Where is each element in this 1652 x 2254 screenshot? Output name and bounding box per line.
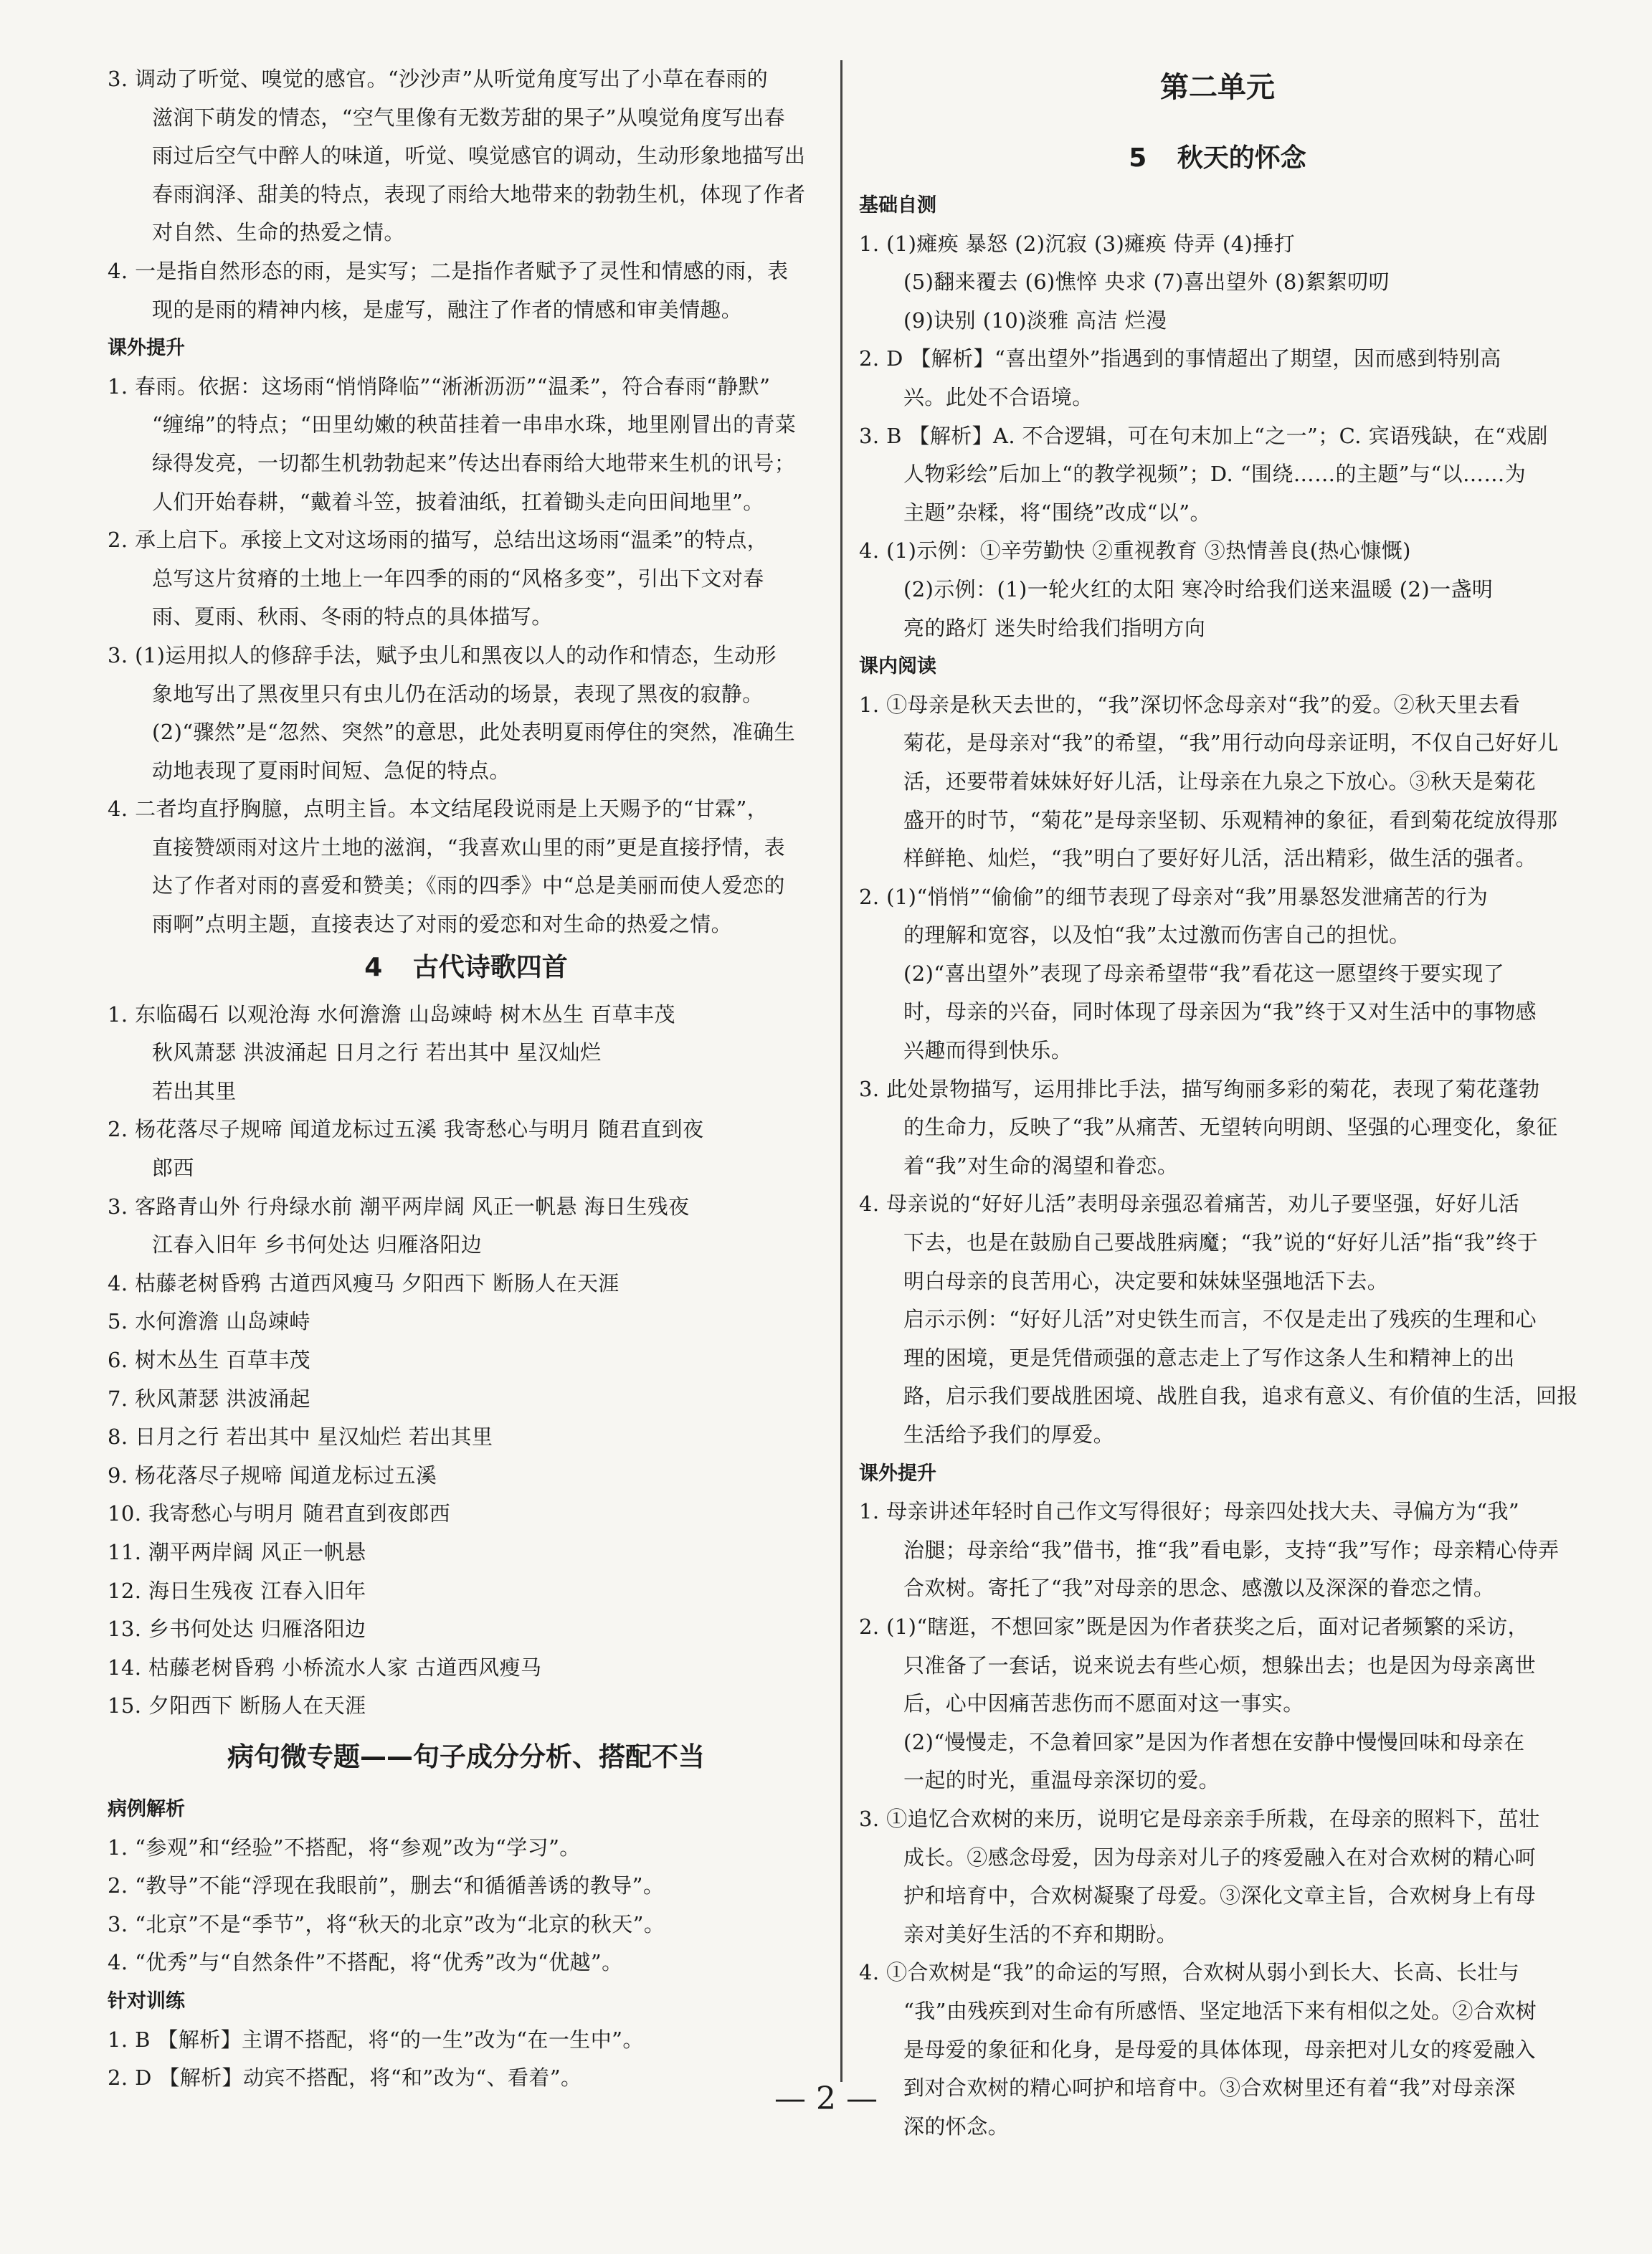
text-line: (2)“骤然”是“忽然、突然”的意思，此处表明夏雨停住的突然，准确生 (152, 720, 795, 745)
text-line: 2. 承上启下。承接上文对这场雨的描写，总结出这场雨“温柔”的特点， (108, 528, 769, 553)
text-line: 10. 我寄愁心与明月 随君直到夜郎西 (108, 1501, 451, 1526)
text-line: 雨啊”点明主题，直接表达了对雨的爱恋和对生命的热爱之情。 (152, 912, 733, 937)
text-line: 13. 乡书何处达 归雁洛阳边 (108, 1617, 366, 1642)
text-line: 8. 日月之行 若出其中 星汉灿烂 若出其里 (108, 1425, 493, 1450)
text-line: 到对合欢树的精心呵护和培育中。③合欢树里还有着“我”对母亲深 (903, 2075, 1516, 2101)
text-line: 3. “北京”不是“季节”，将“秋天的北京”改为“北京的秋天”。 (108, 1911, 665, 1936)
text-line: 2. (1)“瞎逛，不想回家”既是因为作者获奖之后，面对记者频繁的采访， (859, 1614, 1529, 1639)
text-line: 15. 夕阳西下 断肠人在天涯 (108, 1693, 366, 1718)
answer-block (108, 60, 825, 329)
text-line: 3. 此处景物描写，运用排比手法，描写绚丽多彩的菊花，表现了菊花蓬勃 (859, 1076, 1540, 1101)
section-label: 课外提升 (859, 1462, 936, 1485)
answer-block (859, 1493, 1576, 2146)
left-column (108, 60, 825, 2098)
text-line: 2. D 【解析】动宾不搭配，将“和”改为“、看着”。 (108, 2065, 582, 2091)
page-number: — 2 — (774, 2081, 878, 2117)
text-line: 路，启示我们要战胜困境、战胜自我，追求有意义、有价值的生活，回报 (903, 1384, 1578, 1409)
section-label: 病例解析 (108, 1797, 185, 1820)
section-label: 基础自测 (859, 194, 936, 217)
text-line: 总写这片贫瘠的土地上一年四季的雨的“风格多变”，引出下文对春 (152, 566, 764, 591)
text-line: 若出其里 (152, 1078, 237, 1103)
text-line: 成长。②感念母爱，因为母亲对儿子的疼爱融入在对合欢树的精心呵 (903, 1845, 1537, 1870)
text-line: 深的怀念。 (903, 2113, 1010, 2139)
text-line: 3. ①追忆合欢树的来历，说明它是母亲亲手所栽，在母亲的照料下，茁壮 (859, 1806, 1540, 1831)
text-line: 着“我”对生命的渴望和眷恋。 (903, 1153, 1179, 1178)
text-line: 5. 水何澹澹 山岛竦峙 (108, 1309, 310, 1334)
text-line: 绿得发亮，一切都生机勃勃起来”传达出春雨给大地带来生机的讯号； (152, 450, 796, 475)
lesson-title: 5 秋天的怀念 (1129, 143, 1306, 173)
text-line: 主题”杂糅，将“围绕”改成“以”。 (903, 500, 1211, 525)
text-line: 12. 海日生残夜 江春入旧年 (108, 1578, 366, 1603)
text-line: 亮的路灯 迷失时给我们指明方向 (903, 615, 1206, 640)
text-line: 的理解和宽容，以及怕“我”太过激而伤害自己的担忧。 (903, 923, 1410, 948)
text-line: 护和培育中，合欢树凝聚了母爱。③深化文章主旨，合欢树身上有母 (903, 1883, 1537, 1908)
text-line: (2)“喜出望外”表现了母亲希望带“我”看花这一愿望终于要实现了 (903, 961, 1505, 986)
text-line: 直接赞颂雨对这片土地的滋润，“我喜欢山里的雨”更是直接抒情，表 (152, 834, 786, 860)
text-line: 4. ①合欢树是“我”的命运的写照，合欢树从弱小到长大、长高、长壮与 (859, 1960, 1520, 1985)
text-line: (2)示例：(1)一轮火红的太阳 寒冷时给我们送来温暖 (2)一盏明 (903, 576, 1494, 601)
section-label: 针对训练 (108, 1989, 185, 2012)
text-line: 3. 调动了听觉、嗅觉的感官。“沙沙声”从听觉角度写出了小草在春雨的 (108, 67, 769, 91)
column-divider (840, 60, 842, 2082)
text-line: 滋润下萌发的情态，“空气里像有无数芳甜的果子”从嗅觉角度写出春 (152, 105, 786, 130)
text-line: 1. B 【解析】主谓不搭配，将“的一生”改为“在一生中”。 (108, 2027, 644, 2052)
text-line: 兴趣而得到快乐。 (903, 1038, 1073, 1063)
text-line: 郎西 (152, 1156, 194, 1181)
text-line: 1. 东临碣石 以观沧海 水何澹澹 山岛竦峙 树木丛生 百草丰茂 (108, 1002, 675, 1027)
text-line: 理的困境，更是凭借顽强的意志走上了写作这条人生和精神上的出 (903, 1345, 1515, 1370)
text-line: 后，心中因痛苦悲伤而不愿面对这一事实。 (903, 1691, 1304, 1716)
answer-block (108, 996, 825, 1726)
text-line: 4. 枯藤老树昏鸦 古道西风瘦马 夕阳西下 断肠人在天涯 (108, 1270, 620, 1295)
text-line: 7. 秋风萧瑟 洪波涌起 (108, 1386, 310, 1411)
text-line: 生活给予我们的厚爱。 (903, 1422, 1115, 1447)
text-line: 1. ①母亲是秋天去世的，“我”深切怀念母亲对“我”的爱。②秋天里去看 (859, 692, 1521, 717)
text-line: 达了作者对雨的喜爱和赞美；《雨的四季》中“总是美丽而使人爱恋的 (152, 873, 785, 898)
answer-block (108, 1829, 825, 1982)
section-label: 课外提升 (108, 337, 185, 360)
right-column (859, 60, 1576, 2146)
text-line: 动地表现了夏雨时间短、急促的特点。 (152, 758, 511, 783)
lesson-title: 4 古代诗歌四首 (364, 952, 568, 982)
unit-title: 第二单元 (1160, 71, 1275, 104)
text-line: “我”由残疾到对生命有所感悟、坚定地活下来有相似之处。②合欢树 (903, 1998, 1537, 2023)
text-line: 6. 树木丛生 百草丰茂 (108, 1348, 310, 1372)
text-line: (5)翻来覆去 (6)憔悴 央求 (7)喜出望外 (8)絮絮叨叨 (903, 270, 1390, 295)
text-line: 样鲜艳、灿烂，“我”明白了要好好儿活，活出精彩，做生活的强者。 (903, 846, 1537, 871)
text-line: 菊花，是母亲对“我”的希望，“我”用行动向母亲证明，不仅自己好好儿 (903, 731, 1559, 756)
text-line: 下去，也是在鼓励自己要战胜病魔；“我”说的“好好儿活”指“我”终于 (903, 1230, 1539, 1255)
text-line: 1. 母亲讲述年轻时自己作文写得很好；母亲四处找大夫、寻偏方为“我” (859, 1499, 1520, 1524)
text-line: 的生命力，反映了“我”从痛苦、无望转向明朗、坚强的心理变化，象征 (903, 1115, 1558, 1140)
text-line: 对自然、生命的热爱之情。 (152, 220, 405, 245)
answer-block (859, 686, 1576, 1455)
text-line: 2. “教导”不能“浮现在我眼前”，删去“和循循善诱的教导”。 (108, 1873, 665, 1898)
text-line: (9)诀别 (10)淡雅 高洁 烂漫 (903, 308, 1167, 333)
text-line: 9. 杨花落尽子规啼 闻道龙标过五溪 (108, 1463, 437, 1488)
text-line: 2. D 【解析】“喜出望外”指遇到的事情超出了期望，因而感到特别高 (859, 346, 1501, 371)
text-line: 象地写出了黑夜里只有虫儿仍在活动的场景，表现了黑夜的寂静。 (152, 681, 764, 706)
text-line: 启示示例：“好好儿活”对史铁生而言，不仅是走出了残疾的生理和心 (903, 1307, 1537, 1332)
text-line: 1. 春雨。依据：这场雨“悄悄降临”“淅淅沥沥”“温柔”，符合春雨“静默” (108, 374, 771, 399)
text-line: 时，母亲的兴奋，同时体现了母亲因为“我”终于又对生活中的事物感 (903, 999, 1537, 1024)
text-line: 2. (1)“悄悄”“偷偷”的细节表现了母亲对“我”用暴怒发泄痛苦的行为 (859, 884, 1489, 909)
text-line: 14. 枯藤老树昏鸦 小桥流水人家 古道西风瘦马 (108, 1655, 542, 1680)
text-line: 人们开始春耕，“戴着斗笠，披着油纸，扛着锄头走向田间地里”。 (152, 489, 764, 514)
text-line: 4. (1)示例：①辛劳勤快 ②重视教育 ③热情善良(热心慷慨) (859, 538, 1411, 564)
answer-block (108, 368, 825, 944)
text-line: 4. 二者均直抒胸臆，点明主旨。本文结尾段说雨是上天赐予的“甘霖”， (108, 796, 769, 822)
text-line: 3. (1)运用拟人的修辞手法，赋予虫儿和黑夜以人的动作和情态，生动形 (108, 642, 777, 667)
section-label: 课内阅读 (859, 655, 936, 678)
text-line: 2. 杨花落尽子规啼 闻道龙标过五溪 我寄愁心与明月 随君直到夜 (108, 1117, 704, 1142)
text-line: 秋风萧瑟 洪波涌起 日月之行 若出其中 星汉灿烂 (152, 1040, 602, 1065)
text-line: 活，还要带着妹妹好好儿活，让母亲在九泉之下放心。③秋天是菊花 (903, 769, 1537, 794)
answer-block (859, 225, 1576, 648)
text-line: 治腿；母亲给“我”借书，推“我”看电影，支持“我”写作；母亲精心侍弄 (903, 1537, 1560, 1562)
text-line: 4. 一是指自然形态的雨，是实写；二是指作者赋予了灵性和情感的雨，表 (108, 258, 789, 283)
special-topic-title: 病句微专题——句子成分分析、搭配不当 (227, 1741, 705, 1772)
text-line: 春雨润泽、甜美的特点，表现了雨给大地带来的勃勃生机，体现了作者 (152, 181, 806, 206)
text-line: 雨过后空气中醉人的味道，听觉、嗅觉感官的调动，生动形象地描写出 (152, 143, 806, 168)
text-line: 4. “优秀”与“自然条件”不搭配，将“优秀”改为“优越”。 (108, 1950, 623, 1975)
text-line: 盛开的时节，“菊花”是母亲坚韧、乐观精神的象征，看到菊花绽放得那 (903, 807, 1558, 832)
text-line: 1. (1)瘫痪 暴怒 (2)沉寂 (3)瘫痪 侍弄 (4)捶打 (859, 231, 1296, 256)
text-line: 3. 客路青山外 行舟绿水前 潮平两岸阔 风正一帆悬 海日生残夜 (108, 1194, 690, 1219)
text-line: 人物彩绘”后加上“的教学视频”；D. “围绕……的主题”与“以……为 (903, 462, 1527, 487)
text-line: (2)“慢慢走，不急着回家”是因为作者想在安静中慢慢回味和母亲在 (903, 1729, 1525, 1754)
text-line: 兴。此处不合语境。 (903, 384, 1093, 409)
text-line: 4. 母亲说的“好好儿活”表明母亲强忍着痛苦，劝儿子要坚强，好好儿活 (859, 1192, 1520, 1217)
text-line: 合欢树。寄托了“我”对母亲的思念、感激以及深深的眷恋之情。 (903, 1576, 1495, 1601)
text-line: 江春入旧年 乡书何处达 归雁洛阳边 (152, 1232, 483, 1257)
text-line: 3. B 【解析】A. 不合逻辑，可在句末加上“之一”；C. 宾语残缺，在“戏剧 (859, 423, 1548, 448)
text-line: 1. “参观”和“经验”不搭配，将“参观”改为“学习”。 (108, 1835, 581, 1860)
text-line: 是母爱的象征和化身，是母爱的具体体现，母亲把对儿女的疼爱融入 (903, 2037, 1537, 2062)
text-line: 现的是雨的精神内核，是虚写，融注了作者的情感和审美情趣。 (152, 297, 743, 322)
text-line: 一起的时光，重温母亲深切的爱。 (903, 1768, 1220, 1793)
text-line: 11. 潮平两岸阔 风正一帆悬 (108, 1539, 366, 1564)
text-line: “缠绵”的特点；“田里幼嫩的秧苗挂着一串串水珠，地里刚冒出的青菜 (152, 412, 797, 437)
text-line: 明白母亲的良苦用心，决定要和妹妹坚强地活下去。 (903, 1268, 1389, 1293)
text-line: 雨、夏雨、秋雨、冬雨的特点的具体描写。 (152, 604, 553, 629)
text-line: 亲对美好生活的不弃和期盼。 (903, 1921, 1178, 1946)
text-line: 只准备了一套话，说来说去有些心烦，想躲出去；也是因为母亲离世 (903, 1653, 1537, 1678)
